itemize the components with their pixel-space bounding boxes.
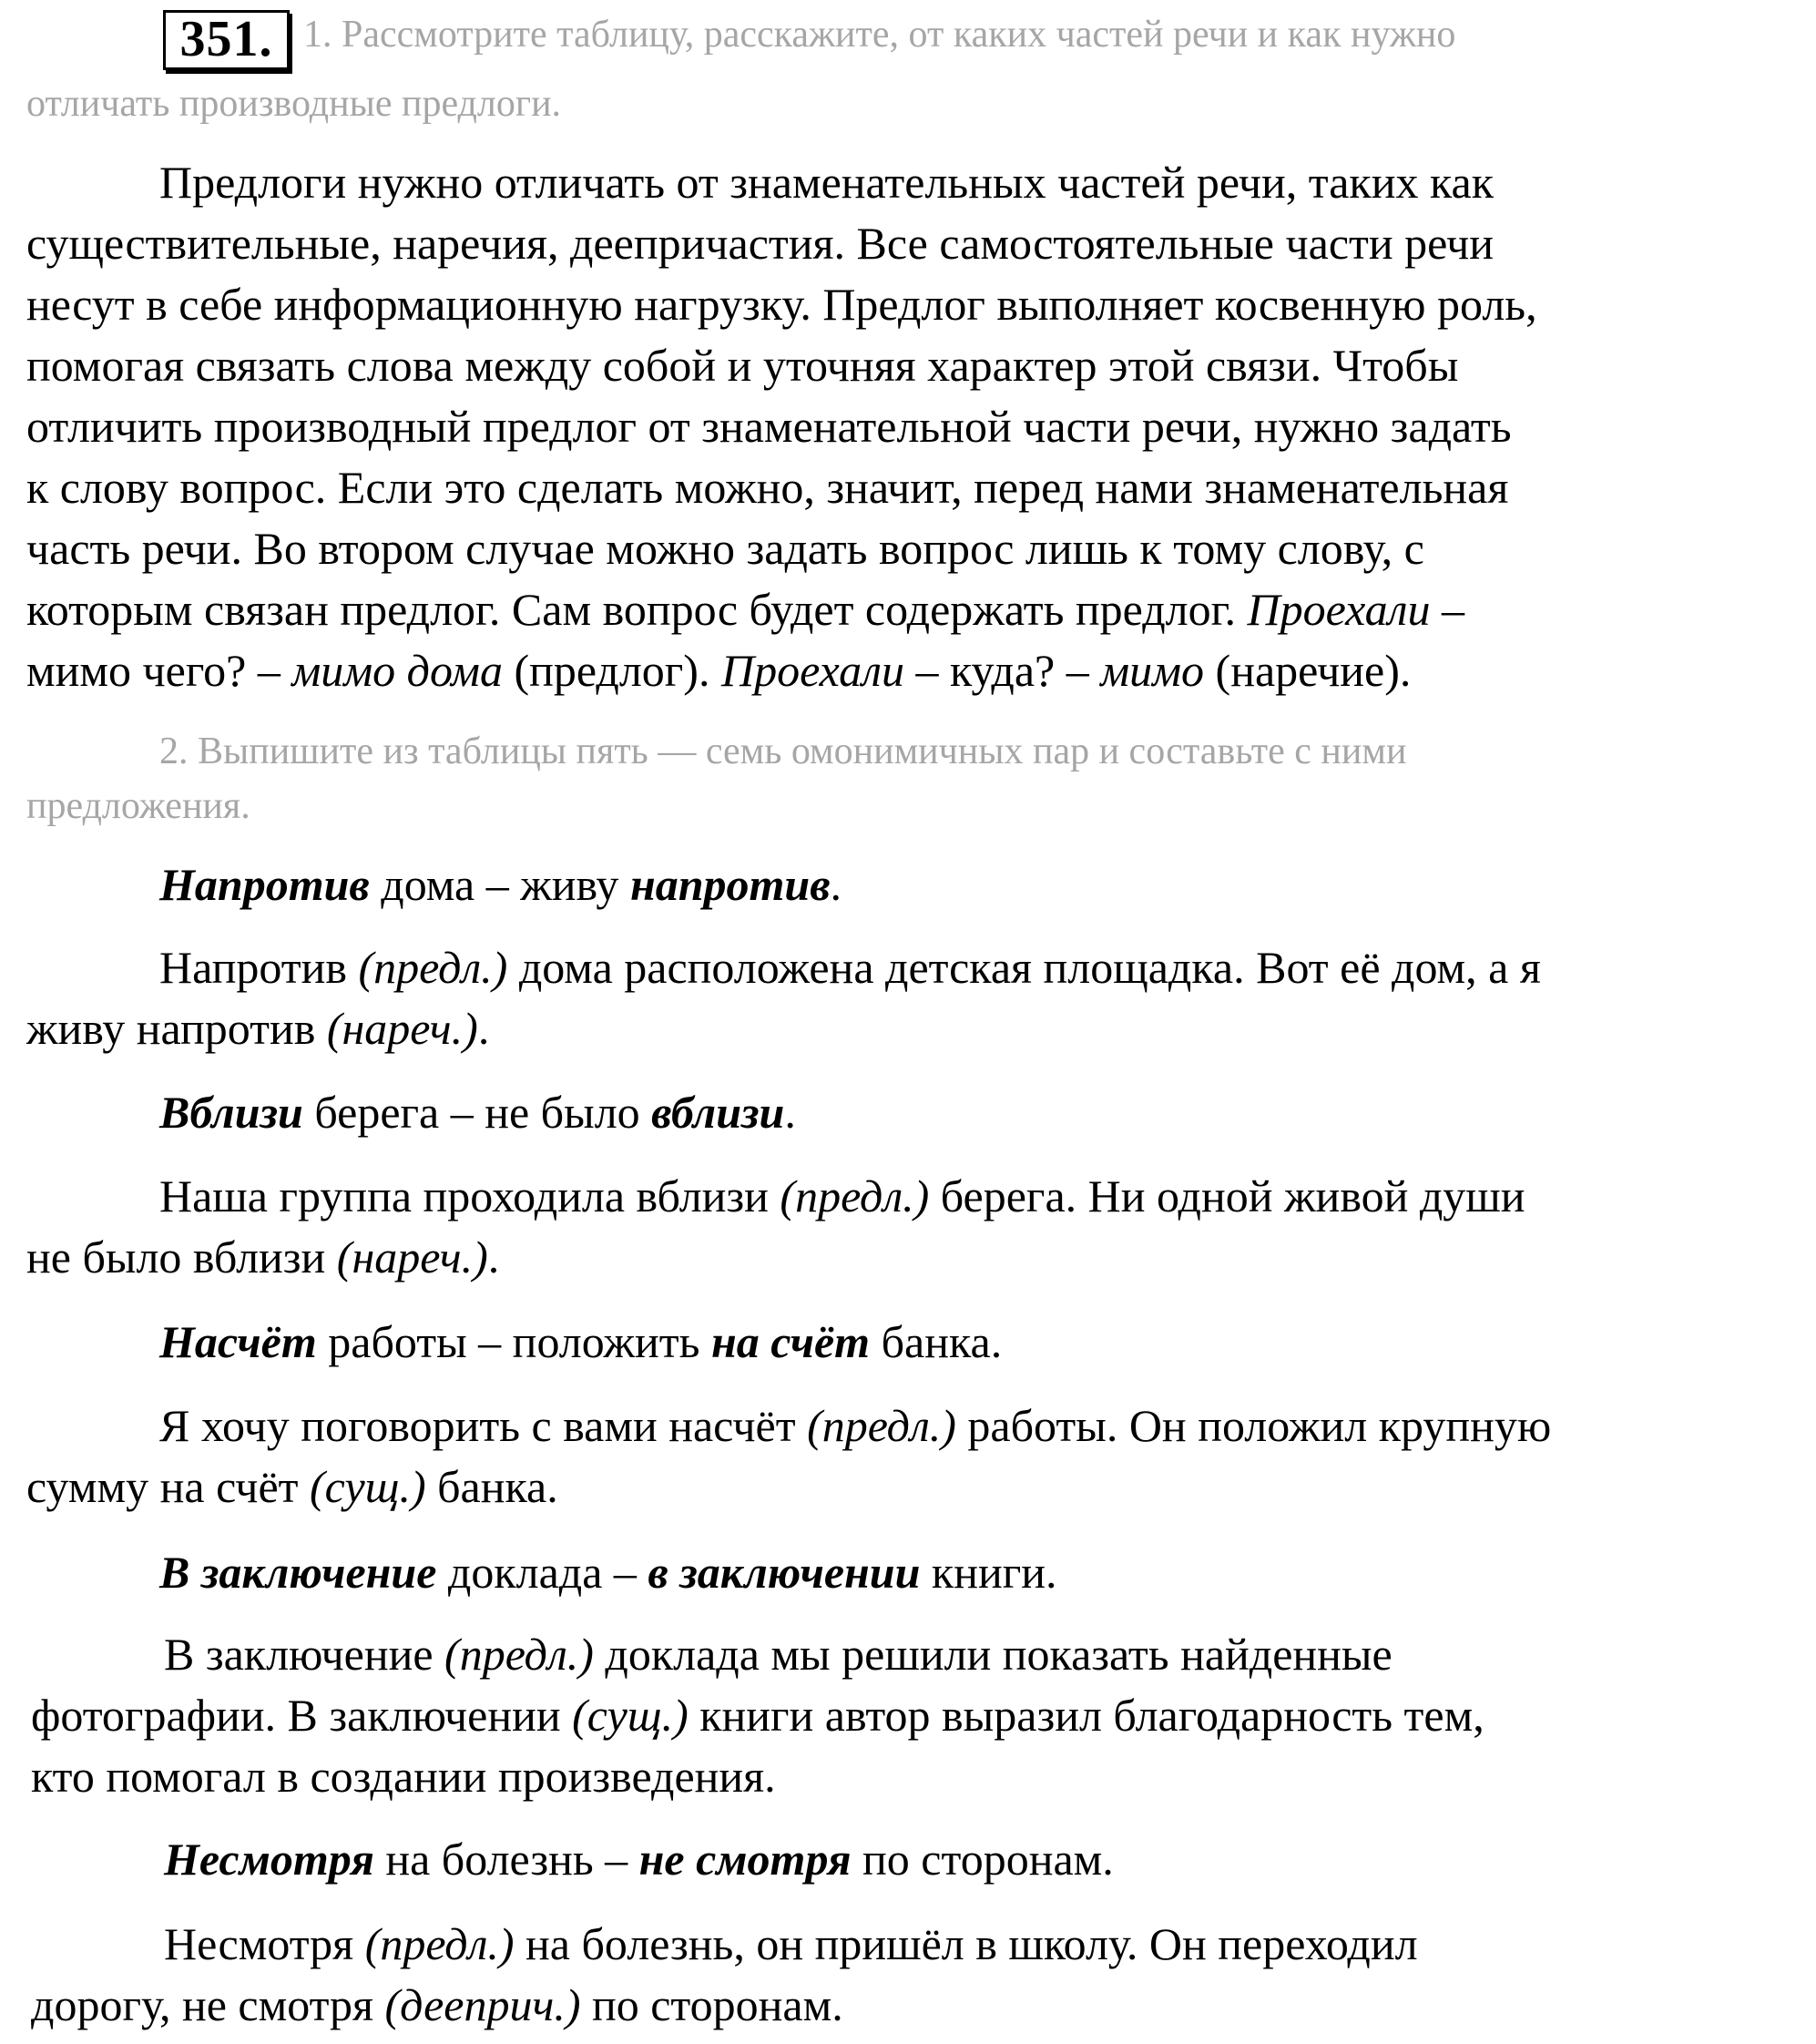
text-segment: часть речи. Во втором случае можно задать вопрос лишь к тому слову, с (26, 523, 1424, 574)
paragraph (26, 854, 1802, 915)
paragraph (31, 1914, 1807, 2036)
text-segment: живу напротив (26, 1003, 327, 1054)
bold-italic-term: Несмотря (164, 1834, 374, 1885)
bold-italic-term: Вблизи (159, 1087, 303, 1138)
italic-annotation: мимо (1100, 645, 1205, 696)
exercise-number: 351. (163, 10, 290, 70)
bold-italic-term: Напротив (159, 859, 370, 910)
text-segment: доклада мы решили показать найденные (593, 1629, 1393, 1680)
text-segment: берега – не было (302, 1087, 652, 1138)
italic-annotation: Проехали (720, 645, 904, 696)
task-2-line-2: предложения. (26, 785, 250, 827)
paragraph (26, 152, 1802, 701)
text-segment: Предлоги нужно отличать от знаменательных частей речи, таких как (159, 157, 1494, 208)
text-segment: – (1430, 584, 1464, 635)
bold-italic-term: напротив (629, 859, 831, 910)
bold-italic-term: не смотря (638, 1834, 852, 1885)
text-segment: отличить производный предлог от знаменательной части речи, нужно задать (26, 401, 1512, 452)
text-segment: В заключение (164, 1629, 445, 1680)
text-segment: . (830, 859, 842, 910)
text-segment: по сторонам. (851, 1834, 1114, 1885)
paragraph (26, 1542, 1802, 1603)
text-line (26, 1456, 1802, 1518)
text-segment: которым связан предлог. Сам вопрос будет содержать предлог. (26, 584, 1248, 635)
text-segment: работы. Он положил крупную (955, 1400, 1552, 1451)
text-line (26, 937, 1802, 998)
text-line (31, 1975, 1807, 2036)
paragraph (31, 1624, 1807, 1807)
italic-annotation: (предл.) (444, 1629, 594, 1680)
paragraph (26, 1312, 1802, 1373)
text-segment: дома – живу (369, 859, 630, 910)
paragraph (26, 1166, 1802, 1288)
bold-italic-term: на счёт (710, 1316, 871, 1367)
text-line (26, 640, 1802, 701)
text-segment: не было вблизи (26, 1232, 337, 1283)
text-segment: несут в себе информационную нагрузку. Предлог выполняет косвенную роль, (26, 279, 1537, 330)
text-line (31, 1914, 1807, 1975)
text-segment: кто помогал в создании произведения. (31, 1751, 776, 1802)
text-line (26, 213, 1802, 274)
text-segment: на болезнь – (373, 1834, 639, 1885)
task-1-line-1: 1. Рассмотрите таблицу, расскажите, от каких частей речи и как нужно (303, 14, 1456, 56)
text-line (26, 335, 1802, 396)
text-segment: (предлог). (502, 645, 721, 696)
text-segment: Я хочу поговорить с вами насчёт (159, 1400, 808, 1451)
text-line (26, 1082, 1802, 1143)
text-segment: дорогу, не смотря (31, 1979, 385, 2030)
text-line (26, 457, 1802, 518)
text-line (26, 274, 1802, 335)
italic-annotation: (сущ.) (572, 1690, 689, 1741)
text-segment: книги автор выразил благодарность тем, (688, 1690, 1484, 1741)
italic-annotation: (предл.) (780, 1170, 930, 1221)
text-segment: существительные, наречия, деепричастия. Все самостоятельные части речи (26, 218, 1494, 269)
italic-annotation: (нареч.) (336, 1232, 488, 1283)
italic-annotation: (предл.) (807, 1400, 956, 1451)
text-segment: (наречие). (1204, 645, 1412, 696)
text-line (26, 1395, 1802, 1456)
italic-annotation: (нареч.) (326, 1003, 478, 1054)
text-line (26, 1312, 1802, 1373)
text-segment: Наша группа проходила вблизи (159, 1170, 780, 1221)
text-line (31, 1746, 1807, 1807)
bold-italic-term: В заключение (159, 1547, 437, 1598)
text-segment: – куда? – (903, 645, 1101, 696)
italic-annotation: (предл.) (364, 1918, 515, 1969)
text-line (26, 518, 1802, 579)
task-2-line-1: 2. Выпишите из таблицы пять — семь омонимичных пар и составьте с ними (159, 731, 1407, 772)
text-line (26, 396, 1802, 457)
text-segment: банка. (870, 1316, 1003, 1367)
text-segment: . (487, 1232, 500, 1283)
italic-annotation: (предл.) (358, 942, 508, 993)
text-segment: . (784, 1087, 796, 1138)
text-line (31, 1685, 1807, 1746)
paragraph (26, 1082, 1802, 1143)
italic-annotation: (сущ.) (310, 1461, 426, 1512)
text-line (31, 1624, 1807, 1685)
text-line (31, 1829, 1807, 1890)
text-segment: доклада – (436, 1547, 648, 1598)
text-segment: книги. (920, 1547, 1057, 1598)
text-line (26, 1227, 1802, 1288)
text-segment: мимо чего? – (26, 645, 292, 696)
text-segment: фотографии. В заключении (31, 1690, 573, 1741)
text-segment: . (477, 1003, 490, 1054)
paragraph (31, 1829, 1807, 1890)
bold-italic-term: в заключении (648, 1547, 921, 1598)
text-line (26, 152, 1802, 213)
text-segment: на болезнь, он пришёл в школу. Он переходил (514, 1918, 1418, 1969)
text-segment: берега. Ни одной живой души (929, 1170, 1525, 1221)
bold-italic-term: Насчёт (159, 1316, 317, 1367)
text-line (26, 854, 1802, 915)
text-line (26, 579, 1802, 640)
text-line (26, 1542, 1802, 1603)
paragraph (26, 937, 1802, 1059)
text-line (26, 1166, 1802, 1227)
italic-annotation: мимо дома (291, 645, 503, 696)
text-segment: по сторонам. (580, 1979, 843, 2030)
text-segment: Несмотря (164, 1918, 365, 1969)
bold-italic-term: вблизи (651, 1087, 785, 1138)
paragraph (26, 1395, 1802, 1518)
text-segment: к слову вопрос. Если это сделать можно, значит, перед нами знаменательная (26, 462, 1509, 513)
text-segment: помогая связать слова между собой и уточняя характер этой связи. Чтобы (26, 340, 1459, 391)
italic-annotation: (дееприч.) (384, 1979, 581, 2030)
text-line (26, 998, 1802, 1059)
text-segment: дома расположена детская площадка. Вот её дом, а я (507, 942, 1541, 993)
text-segment: работы – положить (316, 1316, 711, 1367)
text-segment: сумму на счёт (26, 1461, 310, 1512)
italic-annotation: Проехали (1247, 584, 1431, 635)
text-segment: банка. (425, 1461, 558, 1512)
text-segment: Напротив (159, 942, 359, 993)
task-1-line-2: отличать производные предлоги. (26, 83, 562, 125)
